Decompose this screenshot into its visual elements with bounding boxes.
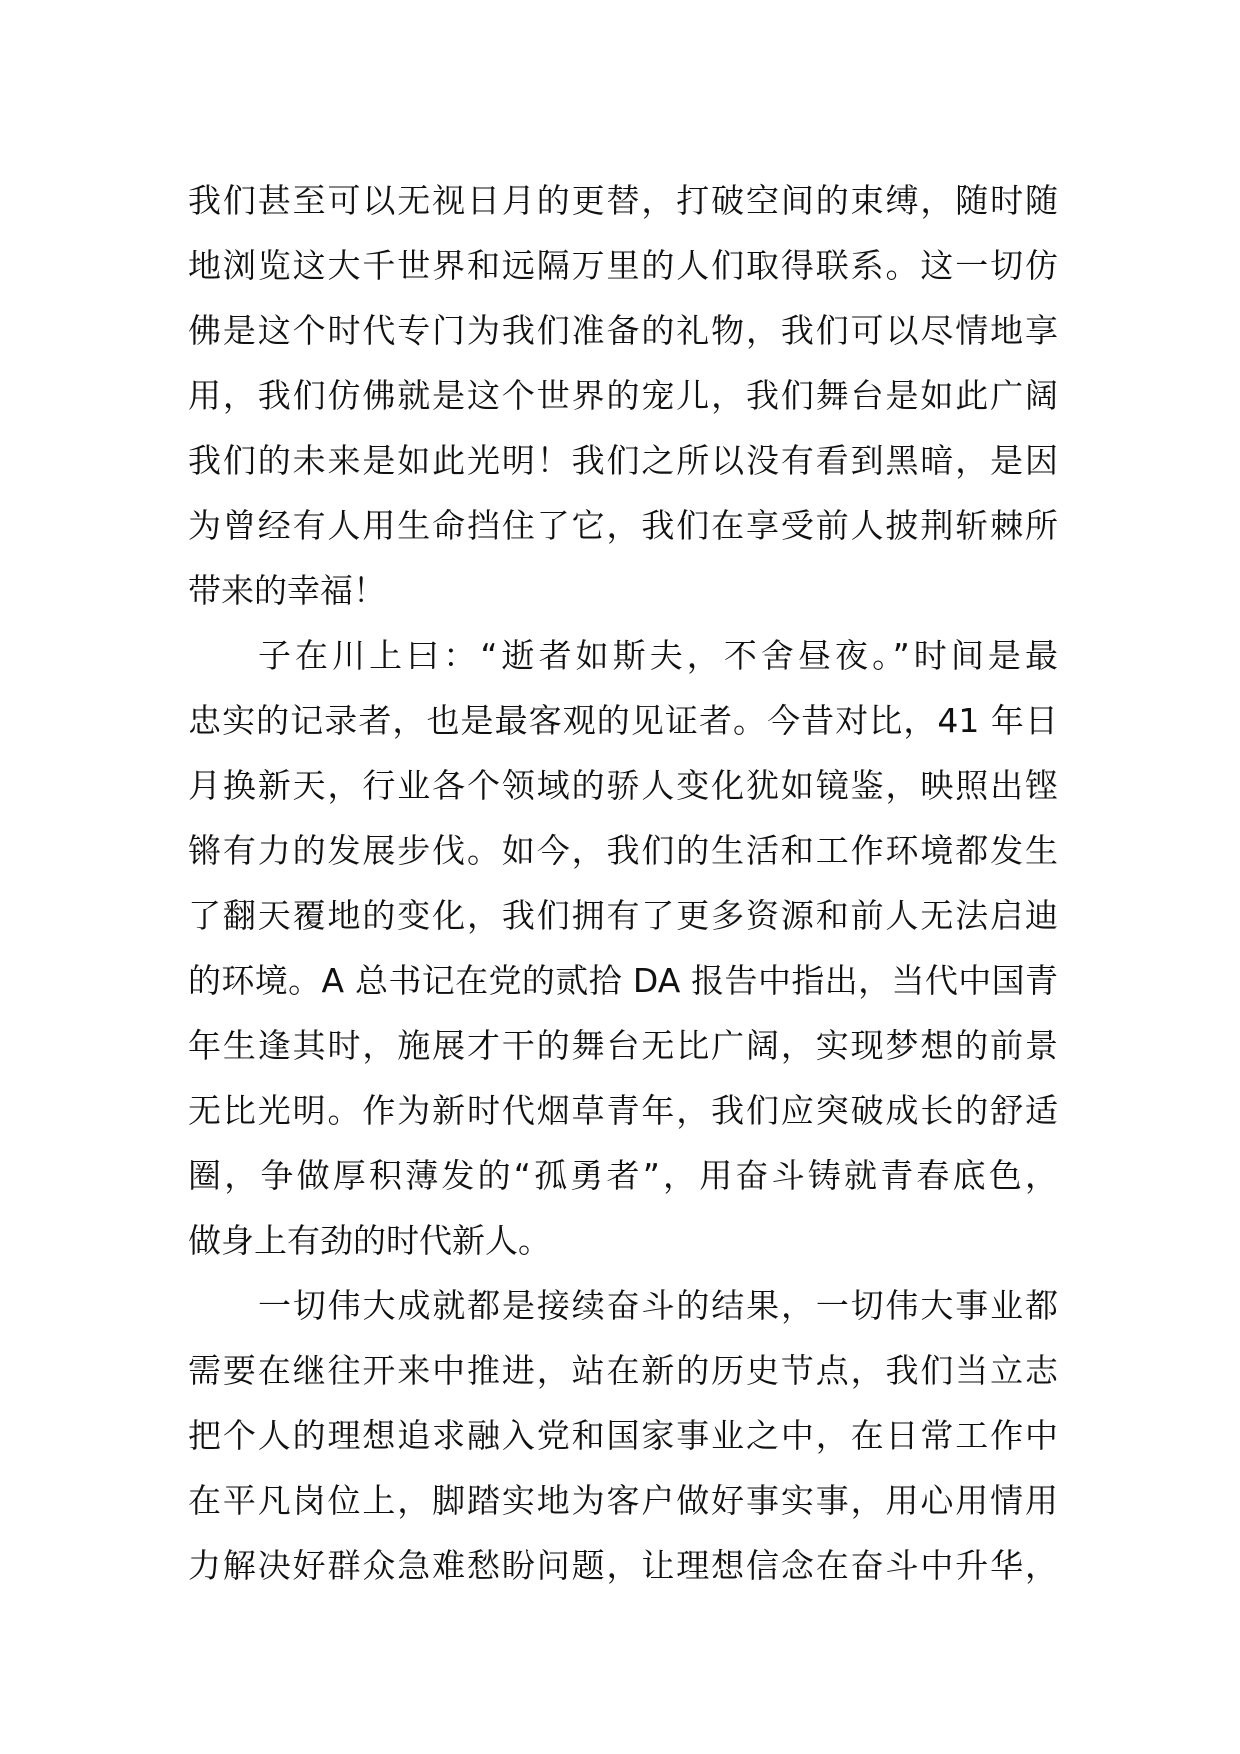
text-line: 忠实的记录者，也是最客观的见证者。今昔对比，41 年日 [188, 701, 1058, 740]
text-line: 月换新天，行业各个领域的骄人变化犹如镜鉴，映照出铿 [188, 766, 1058, 805]
text-line: 的环境。A 总书记在党的贰拾 DA 报告中指出，当代中国青 [188, 961, 1058, 1000]
text-line: 带来的幸福！ [188, 571, 386, 610]
text-line: 地浏览这大千世界和远隔万里的人们取得联系。这一切仿 [188, 246, 1058, 285]
text-line: 力解决好群众急难愁盼问题，让理想信念在奋斗中升华， [188, 1546, 1058, 1585]
text-line: 用，我们仿佛就是这个世界的宠儿，我们舞台是如此广阔 [188, 376, 1058, 415]
text-line: 子在川上曰：“逝者如斯夫，不舍昼夜。”时间是最 [258, 636, 1058, 675]
text-line: 我们的未来是如此光明！我们之所以没有看到黑暗，是因 [188, 441, 1058, 480]
text-line: 了翻天覆地的变化，我们拥有了更多资源和前人无法启迪 [188, 896, 1058, 935]
text-line: 一切伟大成就都是接续奋斗的结果，一切伟大事业都 [258, 1286, 1058, 1325]
text-line: 为曾经有人用生命挡住了它，我们在享受前人披荆斩棘所 [188, 506, 1058, 545]
text-line: 锵有力的发展步伐。如今，我们的生活和工作环境都发生 [188, 831, 1058, 870]
text-line: 把个人的理想追求融入党和国家事业之中，在日常工作中 [188, 1416, 1058, 1455]
text-line: 需要在继往开来中推进，站在新的历史节点，我们当立志 [188, 1351, 1058, 1390]
document-body [188, 168, 1058, 1598]
text-line: 在平凡岗位上，脚踏实地为客户做好事实事，用心用情用 [188, 1481, 1058, 1520]
text-line: 做身上有劲的时代新人。 [188, 1221, 551, 1260]
text-line: 圈，争做厚积薄发的“孤勇者”，用奋斗铸就青春底色， [188, 1156, 1058, 1195]
text-line: 年生逢其时，施展才干的舞台无比广阔，实现梦想的前景 [188, 1026, 1058, 1065]
text-line: 佛是这个时代专门为我们准备的礼物，我们可以尽情地享 [188, 311, 1058, 350]
text-line: 无比光明。作为新时代烟草青年，我们应突破成长的舒适 [188, 1091, 1058, 1130]
text-line: 我们甚至可以无视日月的更替，打破空间的束缚，随时随 [188, 181, 1058, 220]
